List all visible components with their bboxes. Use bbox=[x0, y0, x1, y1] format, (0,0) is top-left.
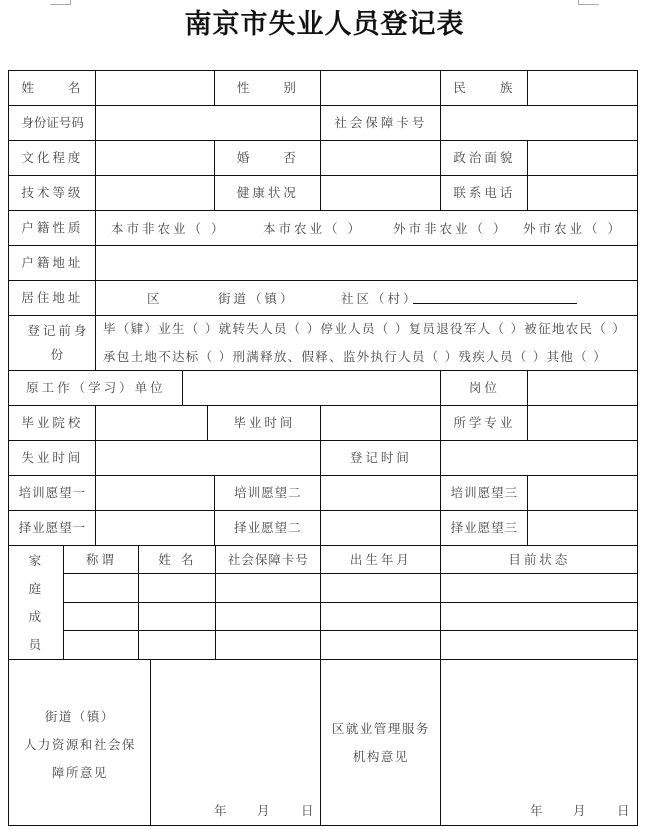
family-cell[interactable] bbox=[440, 630, 638, 660]
label-school: 毕业院校 bbox=[8, 405, 96, 441]
label-unemp-time: 失业时间 bbox=[8, 440, 96, 476]
political-field[interactable] bbox=[527, 140, 638, 176]
street-date-month: 月 bbox=[257, 803, 273, 818]
family-header-status: 目前状态 bbox=[440, 545, 638, 574]
label-hukou-type: 户籍性质 bbox=[8, 210, 96, 246]
family-cell[interactable] bbox=[215, 602, 321, 631]
hukou-option-other-nonagri[interactable]: 外市非农业（ ） bbox=[393, 221, 509, 236]
label-train-1: 培训愿望一 bbox=[8, 475, 96, 511]
social-card-field[interactable] bbox=[440, 105, 638, 141]
label-health: 健康状况 bbox=[214, 175, 321, 211]
family-header-name: 姓 名 bbox=[138, 545, 216, 574]
label-id-number: 身份证号码 bbox=[8, 105, 96, 141]
pre-status-line-2[interactable]: 承包土地不达标（ ）刑满释放、假释、监外执行人员（ ）残疾人员（ ）其他（ ） bbox=[103, 349, 608, 364]
label-political: 政治面貌 bbox=[440, 140, 528, 176]
street-opinion-label bbox=[8, 659, 151, 826]
street-opinion-line: 街道（镇） bbox=[44, 708, 115, 724]
family-cell[interactable] bbox=[63, 602, 139, 631]
id-number-field[interactable] bbox=[95, 105, 321, 141]
family-header-birth: 出生年月 bbox=[320, 545, 441, 574]
family-char: 庭 bbox=[28, 580, 45, 596]
residence-underline bbox=[413, 303, 577, 304]
label-position: 岗位 bbox=[440, 370, 528, 406]
district-date-month: 月 bbox=[573, 803, 589, 818]
district-opinion-label bbox=[320, 659, 441, 826]
label-major: 所学专业 bbox=[440, 405, 528, 441]
prev-work-field[interactable] bbox=[182, 370, 441, 406]
label-train-3: 培训愿望三 bbox=[440, 475, 528, 511]
district-date-day: 日 bbox=[617, 803, 633, 818]
family-cell[interactable] bbox=[320, 630, 441, 660]
marital-field[interactable] bbox=[320, 140, 441, 176]
label-hukou-address: 户籍地址 bbox=[8, 245, 96, 281]
label-job-1: 择业愿望一 bbox=[8, 510, 96, 546]
form-title: 南京市失业人员登记表 bbox=[184, 9, 465, 40]
family-cell[interactable] bbox=[215, 573, 321, 603]
district-opinion-line: 机构意见 bbox=[352, 748, 409, 764]
label-ethnicity: 民 族 bbox=[440, 70, 528, 106]
reg-time-field[interactable] bbox=[440, 440, 638, 476]
name-field[interactable] bbox=[95, 70, 215, 106]
label-grad-time: 毕业时间 bbox=[207, 405, 321, 441]
hukou-option-city-nonagri[interactable]: 本市非农业（ ） bbox=[111, 221, 227, 236]
label-name: 姓 名 bbox=[8, 70, 96, 106]
label-job-2: 择业愿望二 bbox=[214, 510, 321, 546]
label-pre-status: 登记前身份 bbox=[8, 315, 96, 371]
tech-level-field[interactable] bbox=[95, 175, 215, 211]
position-field[interactable] bbox=[527, 370, 638, 406]
job-1-field[interactable] bbox=[95, 510, 215, 546]
family-cell[interactable] bbox=[320, 602, 441, 631]
phone-field[interactable] bbox=[527, 175, 638, 211]
district-opinion-line: 区就业管理服务 bbox=[331, 720, 430, 736]
gender-field[interactable] bbox=[320, 70, 441, 106]
grad-time-field[interactable] bbox=[320, 405, 441, 441]
street-opinion-line: 障所意见 bbox=[51, 764, 108, 780]
health-field[interactable] bbox=[320, 175, 441, 211]
family-side-label bbox=[8, 545, 64, 660]
label-social-card: 社会保障卡号 bbox=[320, 105, 441, 141]
job-2-field[interactable] bbox=[320, 510, 441, 546]
family-cell[interactable] bbox=[320, 573, 441, 603]
train-2-field[interactable] bbox=[320, 475, 441, 511]
train-1-field[interactable] bbox=[95, 475, 215, 511]
family-cell[interactable] bbox=[215, 630, 321, 660]
family-cell[interactable] bbox=[138, 602, 216, 631]
street-date-year: 年 bbox=[214, 803, 230, 818]
family-cell[interactable] bbox=[63, 573, 139, 603]
job-3-field[interactable] bbox=[527, 510, 638, 546]
pre-status-line-1[interactable]: 毕（肄）业生（ ）就转失人员（ ）停业人员（ ）复员退役军人（ ）被征地农民（ ） bbox=[103, 321, 627, 336]
label-job-3: 择业愿望三 bbox=[440, 510, 528, 546]
hukou-address-field[interactable] bbox=[95, 245, 638, 281]
label-phone: 联系电话 bbox=[440, 175, 528, 211]
family-cell[interactable] bbox=[138, 630, 216, 660]
label-education: 文化程度 bbox=[8, 140, 96, 176]
education-field[interactable] bbox=[95, 140, 215, 176]
hukou-option-city-agri[interactable]: 本市农业（ ） bbox=[263, 221, 363, 236]
ethnicity-field[interactable] bbox=[527, 70, 638, 106]
district-date-year: 年 bbox=[530, 803, 546, 818]
street-opinion-field[interactable] bbox=[150, 659, 321, 826]
family-cell[interactable] bbox=[138, 573, 216, 603]
label-gender: 性 别 bbox=[214, 70, 321, 106]
family-char: 员 bbox=[28, 636, 45, 652]
label-marital: 婚 否 bbox=[214, 140, 321, 176]
label-tech-level: 技术等级 bbox=[8, 175, 96, 211]
family-char: 成 bbox=[28, 608, 45, 624]
family-header-relation: 称谓 bbox=[63, 545, 139, 574]
unemp-time-field[interactable] bbox=[95, 440, 321, 476]
label-train-2: 培训愿望二 bbox=[214, 475, 321, 511]
family-cell[interactable] bbox=[63, 630, 139, 660]
residence-community: 社区（村） bbox=[341, 291, 419, 306]
street-opinion-line: 人力资源和社会保 bbox=[23, 736, 136, 752]
label-reg-time: 登记时间 bbox=[320, 440, 441, 476]
label-residence: 居住地址 bbox=[8, 280, 96, 316]
major-field[interactable] bbox=[527, 405, 638, 441]
hukou-option-other-agri[interactable]: 外市农业（ ） bbox=[523, 221, 623, 236]
family-char: 家 bbox=[28, 552, 45, 568]
train-3-field[interactable] bbox=[527, 475, 638, 511]
family-header-social-card: 社会保障卡号 bbox=[215, 545, 321, 574]
label-prev-work: 原工作（学习）单位 bbox=[8, 370, 183, 406]
school-field[interactable] bbox=[95, 405, 208, 441]
family-cell[interactable] bbox=[440, 602, 638, 631]
family-cell[interactable] bbox=[440, 573, 638, 603]
residence-street: 街道（镇） bbox=[218, 291, 296, 306]
street-date-day: 日 bbox=[301, 803, 317, 818]
residence-district: 区 bbox=[147, 291, 163, 306]
